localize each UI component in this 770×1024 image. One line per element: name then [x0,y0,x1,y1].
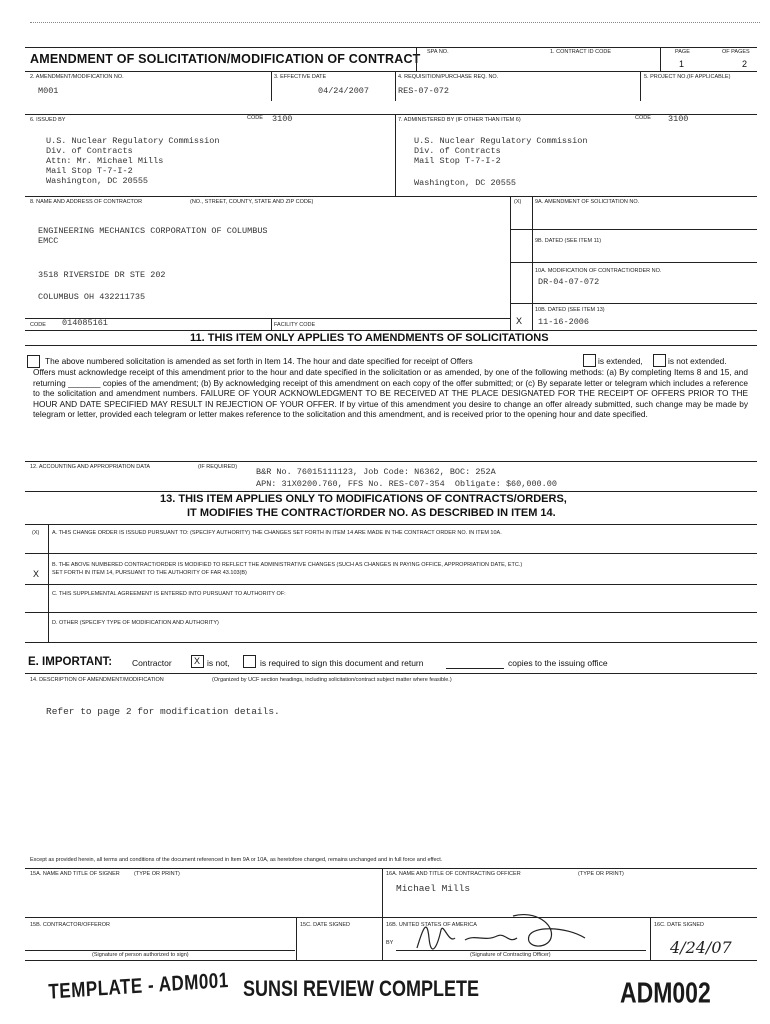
effective-date-label: 3. EFFECTIVE DATE [274,74,327,80]
dated-10b: 11-16-2006 [538,317,590,327]
officer-name-note: (TYPE OR PRINT) [578,871,624,877]
is-not-extended-text: is not extended. [668,356,727,366]
admin-line-2: Div. of Contracts [414,146,501,156]
issued-by-label: 6. ISSUED BY [30,117,66,123]
admin-line-3: Mail Stop T-7-I-2 [414,156,501,166]
contractor-signature-caption: (Signature of person authorized to sign) [92,952,189,958]
admin-code: 3100 [668,114,689,124]
by-label: BY [386,940,394,946]
project-no-label: 5. PROJECT NO.(IF APPLICABLE) [644,74,731,80]
effective-date: 04/24/2007 [318,86,370,96]
mod-contract-no: DR-04-07-072 [538,277,600,287]
is-required-checkbox[interactable] [243,655,256,668]
item13-x-header: (X) [32,530,40,536]
facility-code-label: FACILITY CODE [274,322,316,328]
issued-line-3: Attn: Mr. Michael Mills [46,156,164,166]
adm-stamp: ADM002 [620,976,711,1009]
item13-b-1: B. THE ABOVE NUMBERED CONTRACT/ORDER IS MODIFIED TO REFLECT THE ADMINISTRATIVE CHANGES (SUCH AS CHANGES IN PAYING OFFICE, APPROPRIATION DATE, ETC.) [52,562,523,568]
officer-signature [405,908,615,954]
extended-checkbox[interactable] [583,354,596,367]
issued-line-2: Div. of Contracts [46,146,133,156]
amend-sol-label: 9A. AMENDMENT OF SOLICITATION NO. [535,199,640,205]
item13-a: A. THIS CHANGE ORDER IS ISSUED PURSUANT TO: (SPECIFY AUTHORITY) THE CHANGES SET FORTH IN ITEM 14 ARE MADE IN THE CONTRACT ORDER NO. IN ITEM 10A. [52,530,502,536]
item11-paragraph: Offers must acknowledge receipt of this amendment prior to the hour and date specified in the solicitation or as amended, by one of the following methods: (a) By completing Items 8 and 15, and returning _______ copies of the amendment; (b) By acknowledging receipt of this amendment on each copy of the offer submitted; or (c) By separate letter or telegram which includes a reference to the solicitation and amendment numbers. FAILURE OF YOUR ACKNOWLEDGMENT TO BE RECEIVED AT THE PLACE DESIGNATED FOR THE RECEIPT OF OFFERS PRIOR TO THE HOUR AND DATE SPECIFIED MAY RESULT IN REJECTION OF YOUR OFFER. If by virtue of this amendment you desire to change an offer already submitted, such change may be made by telegram or letter, provided each telegram or letter makes reference to the solicitation and this amendment, and is received prior to the opening hour and date specified. [33,367,748,420]
item11-line1: The above numbered solicitation is amended as set forth in Item 14. The hour and date specified for receipt of Offers [45,356,473,366]
dated-9b-label: 9B. DATED (SEE ITEM 11) [535,238,602,244]
officer-signature-caption: (Signature of Contracting Officer) [470,952,551,958]
issued-line-1: U.S. Nuclear Regulatory Commission [46,136,220,146]
review-stamp: SUNSI REVIEW COMPLETE [243,976,480,1001]
mod-contract-label: 10A. MODIFICATION OF CONTRACT/ORDER NO. [535,268,662,274]
contractor-label-note: (NO., STREET, COUNTY, STATE AND ZIP CODE) [190,199,314,205]
contractor-label: 8. NAME AND ADDRESS OF CONTRACTOR [30,199,143,205]
x-mark-10a: X [516,316,523,326]
page-count: 2 [742,59,748,69]
admin-code-label: CODE [635,115,651,121]
item14-label: 14. DESCRIPTION OF AMENDMENT/MODIFICATION [30,677,164,683]
requisition-label: 4. REQUISITION/PURCHASE REQ. NO. [398,74,499,80]
signer-name-label: 15A. NAME AND TITLE OF SIGNER [30,871,120,877]
accounting-line-2: APN: 31X0200.760, FFS No. RES-C07-354 Obligate: $60,000.00 [256,479,557,489]
contractor-line-2: EMCC [38,236,59,246]
item13-title-1: 13. THIS ITEM APPLIES ONLY TO MODIFICATIONS OF CONTRACTS/ORDERS, [160,493,567,505]
issued-code-label: CODE [247,115,263,121]
item14-note: (Organized by UCF section headings, including solicitation/contract subject matter where feasible.) [212,677,452,683]
item13-d: D. OTHER (SPECIFY TYPE OF MODIFICATION AND AUTHORITY) [52,620,219,626]
item13-title-2: IT MODIFIES THE CONTRACT/ORDER NO. AS DESCRIBED IN ITEM 14. [187,507,556,519]
admin-line-1: U.S. Nuclear Regulatory Commission [414,136,588,146]
item14-text: Refer to page 2 for modification details. [46,706,280,717]
date-signed-16c-label: 16C. DATE SIGNED [654,922,705,928]
is-not-text: is not, [207,658,230,668]
contractor-line-7: COLUMBUS OH 432211735 [38,292,146,302]
template-stamp: TEMPLATE - ADM001 [48,968,230,1004]
signer-name-note: (TYPE OR PRINT) [134,871,180,877]
requisition-no: RES-07-072 [398,86,450,96]
item13-b-2: SET FORTH IN ITEM 14, PURSUANT TO THE AUTHORITY OF FAR 43.103(B) [52,570,247,576]
date-signed-15c-label: 15C. DATE SIGNED [300,922,351,928]
contractor-line-5: 3518 RIVERSIDE DR STE 202 [38,270,166,280]
contractor-offeror-label: 15B. CONTRACTOR/OFFEROR [30,922,110,928]
page-label: PAGE [675,49,690,55]
issued-line-5: Washington, DC 20555 [46,176,149,186]
dated-10b-label: 10B. DATED (SEE ITEM 13) [535,307,605,313]
of-pages-label: OF PAGES [722,49,750,55]
accounting-note: (IF REQUIRED) [198,464,238,470]
issued-line-4: Mail Stop T-7-I-2 [46,166,133,176]
is-required-text: is required to sign this document and return [260,658,424,668]
copies-text: copies to the issuing office [508,658,608,668]
contractor-code: 014085161 [62,318,108,328]
not-extended-checkbox[interactable] [653,354,666,367]
administered-by-label: 7. ADMINISTERED BY (IF OTHER THAN ITEM 6) [398,117,521,123]
amendment-no: M001 [38,86,59,96]
usa-label: 16B. UNITED STATES OF AMERICA [386,922,477,928]
is-extended-text: is extended, [598,356,643,366]
important-contractor: Contractor [132,658,172,668]
date-signed-16c: 4/24/07 [670,938,732,957]
contractor-line-1: ENGINEERING MECHANICS CORPORATION OF COLUMBUS [38,226,268,236]
accounting-label: 12. ACCOUNTING AND APPROPRIATION DATA [30,464,151,470]
spa-no-label: SPA NO. [427,49,449,55]
issued-code: 3100 [272,114,293,124]
x-column-header: (X) [514,199,522,205]
accounting-line-1: B&R No. 76015111123, Job Code: N6362, BOC: 252A [256,467,496,477]
important-label: E. IMPORTANT: [28,656,113,668]
item13-b-mark: X [33,569,40,579]
admin-line-5: Washington, DC 20555 [414,178,517,188]
contractor-code-label: CODE [30,322,46,328]
page-number: 1 [679,59,685,69]
officer-name-label: 16A. NAME AND TITLE OF CONTRACTING OFFICER [386,871,521,877]
is-not-mark: X [194,656,201,666]
officer-name: Michael Mills [396,883,471,894]
contract-id-code-label: 1. CONTRACT ID CODE [550,49,612,55]
item11-title: 11. THIS ITEM ONLY APPLIES TO AMENDMENTS OF SOLICITATIONS [190,332,549,344]
except-text: Except as provided herein, all terms and conditions of the document referenced in Item 9A or 10A, as heretofore changed, remains unchanged and in full force and effect. [30,857,443,863]
amendment-no-label: 2. AMENDMENT/MODIFICATION NO. [30,74,124,80]
item13-c: C. THIS SUPPLEMENTAL AGREEMENT IS ENTERED INTO PURSUANT TO AUTHORITY OF: [52,591,286,597]
form-title: AMENDMENT OF SOLICITATION/MODIFICATION OF CONTRACT [30,52,421,66]
